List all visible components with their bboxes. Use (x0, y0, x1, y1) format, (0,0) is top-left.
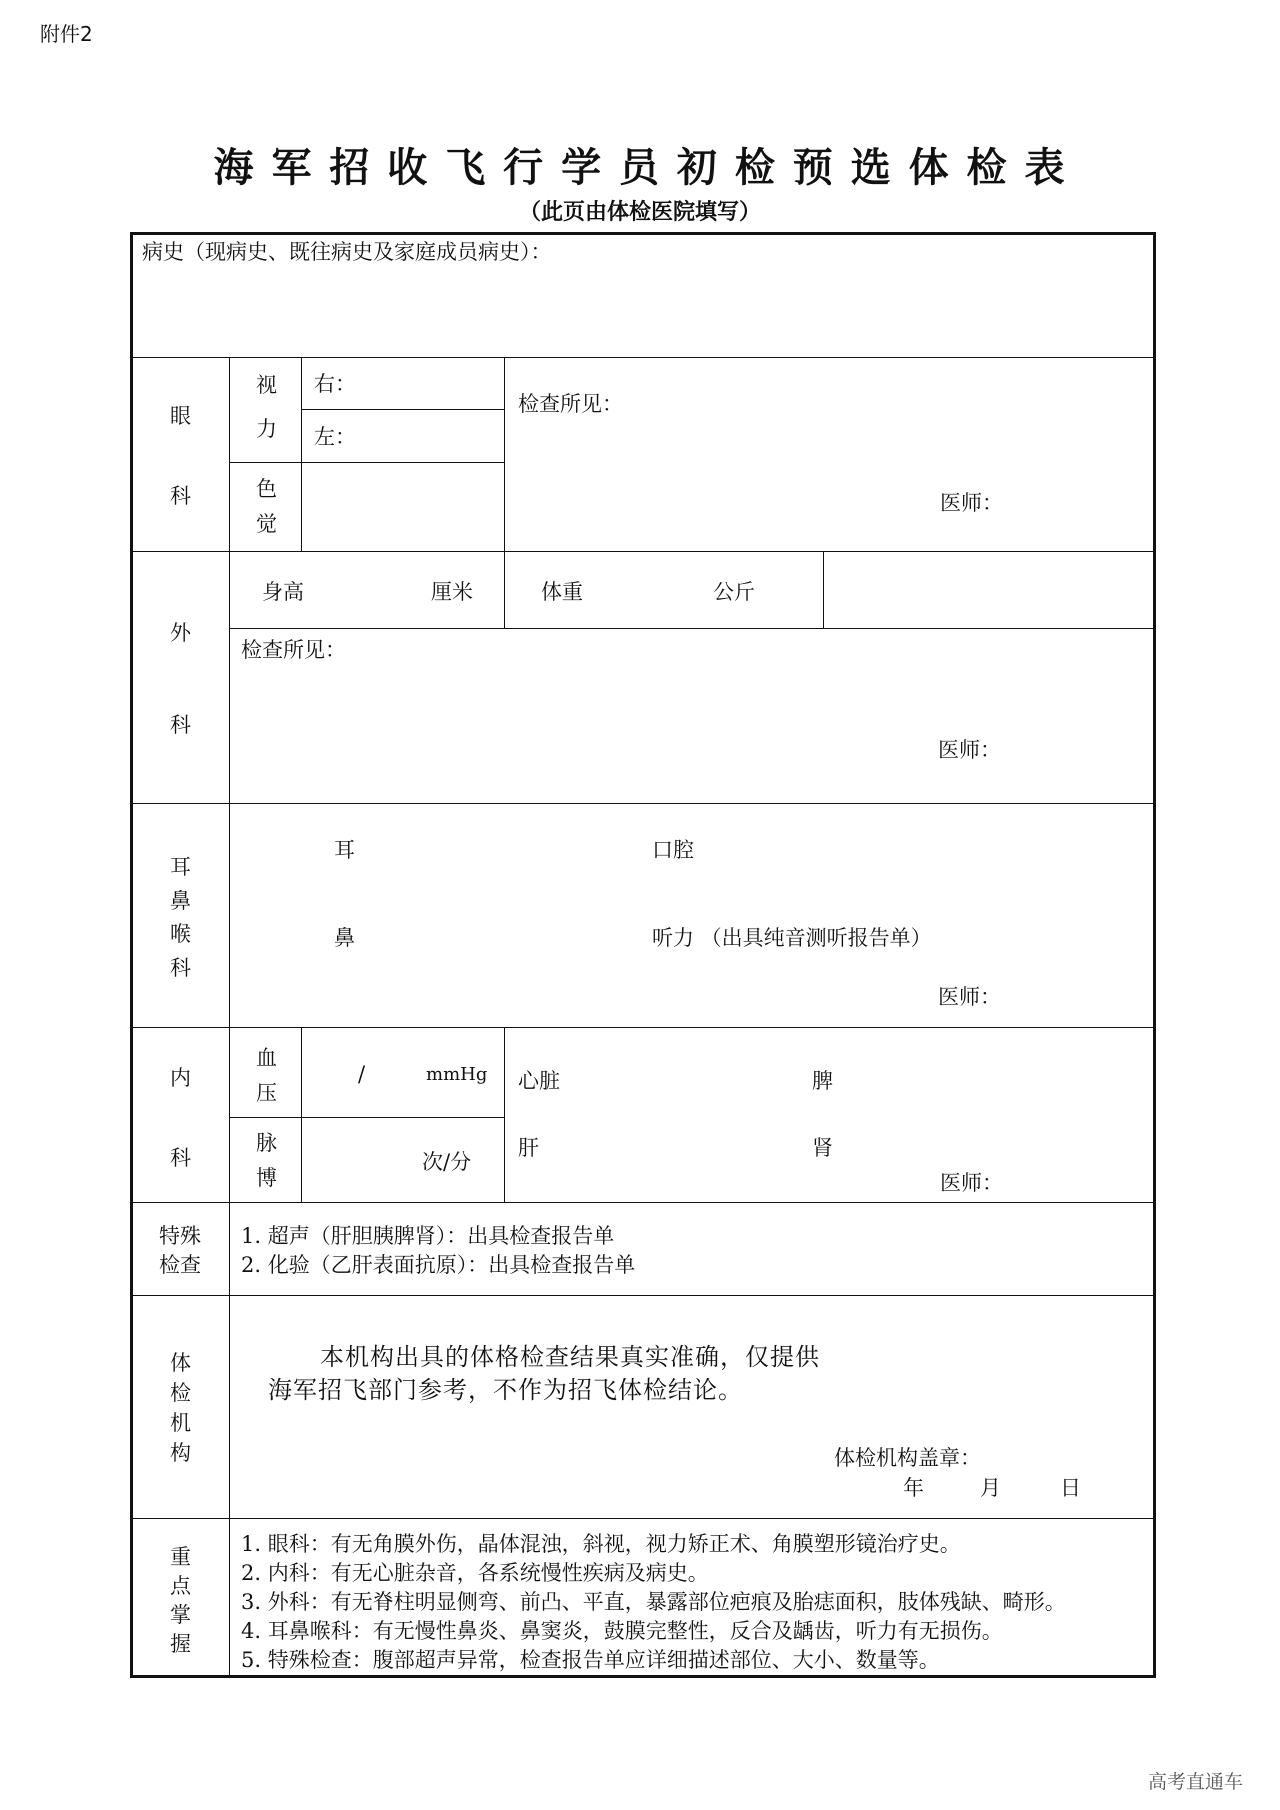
divider (229, 357, 230, 1677)
key-point-item: 4. 耳鼻喉科：有无慢性鼻炎、鼻窦炎，鼓膜完整性，反合及龋齿，听力有无损伤。 (241, 1619, 1003, 1643)
divider (229, 1117, 504, 1118)
bp-label-2: 压 (256, 1081, 277, 1105)
surgery-section-label-2: 科 (170, 713, 191, 737)
vision-right-label: 右： (314, 372, 356, 396)
eye-findings-field[interactable] (510, 420, 1150, 480)
bp-slash: / (358, 1062, 366, 1086)
divider (504, 357, 505, 551)
height-field[interactable] (312, 568, 426, 612)
eye-section-label-1: 眼 (170, 404, 191, 428)
internal-doctor-label: 医师： (940, 1171, 1003, 1195)
hearing-label: 听力 （出具纯音测听报告单） (652, 926, 932, 950)
seal-label: 体检机构盖章： (834, 1446, 981, 1470)
medical-history-field[interactable] (140, 270, 1146, 352)
special-item: 2. 化验（乙肝表面抗原）：出具检查报告单 (241, 1253, 636, 1277)
divider (301, 409, 504, 410)
vision-left-label: 左： (314, 425, 356, 449)
divider (301, 1027, 302, 1202)
height-unit: 厘米 (431, 580, 473, 604)
internal-section-label-1: 内 (170, 1066, 191, 1090)
ent-section-label-1: 耳 (170, 855, 191, 879)
bp-unit: mmHg (426, 1064, 488, 1085)
divider (130, 357, 1156, 358)
attachment-label: 附件2 (40, 22, 93, 46)
institution-statement: 本机构出具的体格检查结果真实准确，仅提供 (320, 1343, 820, 1371)
bp-diastolic-field[interactable] (372, 1050, 422, 1094)
eye-findings-label: 检查所见： (518, 392, 623, 416)
weight-unit: 公斤 (713, 580, 755, 604)
key-points-label-4: 握 (170, 1632, 191, 1656)
institution-label-4: 构 (170, 1441, 191, 1465)
pulse-unit: 次/分 (422, 1150, 472, 1174)
bp-systolic-field[interactable] (308, 1050, 354, 1094)
special-item: 1. 超声（肝胆胰脾肾）：出具检查报告单 (241, 1224, 615, 1248)
day-label: 日 (1060, 1476, 1081, 1500)
nose-label: 鼻 (334, 926, 355, 950)
nose-field[interactable] (362, 914, 642, 958)
special-label-1: 特殊 (159, 1224, 201, 1248)
ent-doctor-label: 医师： (938, 985, 1001, 1009)
institution-label-1: 体 (170, 1351, 191, 1375)
key-point-item: 2. 内科：有无心脏杂音，各系统慢性疾病及病史。 (241, 1561, 709, 1585)
surgery-section-label-1: 外 (170, 621, 191, 645)
key-point-item: 3. 外科：有无脊柱明显侧弯、前凸、平直，暴露部位疤痕及胎痣面积，肢体残缺、畸形。 (241, 1590, 1066, 1614)
key-point-item: 5. 特殊检查：腹部超声异常，检查报告单应详细描述部位、大小、数量等。 (241, 1648, 940, 1672)
kidney-field[interactable] (840, 1124, 930, 1168)
institution-label-3: 机 (170, 1411, 191, 1435)
key-points-label-3: 掌 (170, 1603, 191, 1627)
spleen-label: 脾 (812, 1069, 833, 1093)
divider (130, 551, 1156, 552)
page-title: 海 军 招 收 飞 行 学 员 初 检 预 选 体 检 表 (213, 144, 1067, 191)
vision-label-2: 力 (256, 417, 277, 441)
divider (229, 462, 504, 463)
divider (504, 1027, 505, 1202)
divider (229, 628, 1156, 629)
surgery-findings-label: 检查所见： (241, 638, 346, 662)
ear-label: 耳 (334, 838, 355, 862)
internal-section-label-2: 科 (170, 1146, 191, 1170)
pulse-field[interactable] (308, 1136, 418, 1180)
ear-field[interactable] (362, 826, 642, 870)
month-label: 月 (980, 1476, 1001, 1500)
divider (130, 803, 1156, 804)
institution-statement: 海军招飞部门参考，不作为招飞体检结论。 (268, 1376, 743, 1404)
heart-label: 心脏 (518, 1069, 560, 1093)
pulse-label-1: 脉 (256, 1131, 277, 1155)
vision-right-field[interactable] (360, 362, 500, 406)
year-label: 年 (903, 1476, 924, 1500)
surgery-extra-field[interactable] (828, 556, 1150, 624)
ent-section-label-4: 科 (170, 956, 191, 980)
surgery-doctor-label: 医师： (938, 738, 1001, 762)
bp-label-1: 血 (256, 1046, 277, 1070)
divider (130, 1295, 1156, 1296)
ent-section-label-2: 鼻 (170, 889, 191, 913)
weight-label: 体重 (541, 580, 583, 604)
vision-label-1: 视 (256, 373, 277, 397)
spleen-field[interactable] (840, 1057, 1140, 1101)
key-points-label-2: 点 (170, 1574, 191, 1598)
ent-section-label-3: 喉 (170, 922, 191, 946)
eye-doctor-label: 医师： (940, 491, 1003, 515)
pulse-label-2: 博 (256, 1166, 277, 1190)
divider (823, 551, 824, 628)
liver-field[interactable] (546, 1124, 806, 1168)
liver-label: 肝 (518, 1136, 539, 1160)
mouth-label: 口腔 (652, 838, 694, 862)
color-vision-label-2: 觉 (256, 512, 277, 536)
special-label-2: 检查 (159, 1253, 201, 1277)
footer-watermark: 高考直通车 (1148, 1771, 1244, 1793)
kidney-label: 肾 (812, 1136, 833, 1160)
page-subtitle: （此页由体检医院填写） (518, 200, 761, 225)
divider (504, 551, 505, 628)
divider (130, 1518, 1156, 1519)
color-vision-field[interactable] (306, 467, 500, 547)
vision-left-field[interactable] (360, 414, 500, 458)
weight-field[interactable] (590, 568, 706, 612)
key-points-label-1: 重 (170, 1545, 191, 1569)
color-vision-label-1: 色 (256, 477, 277, 501)
seal-area[interactable] (980, 1436, 1140, 1476)
eye-section-label-2: 科 (170, 484, 191, 508)
divider (130, 1202, 1156, 1203)
medical-history-label: 病史（现病史、既往病史及家庭成员病史）： (142, 240, 552, 264)
divider (130, 1027, 1156, 1028)
height-label: 身高 (262, 580, 304, 604)
institution-label-2: 检 (170, 1381, 191, 1405)
heart-field[interactable] (566, 1057, 806, 1101)
surgery-findings-field[interactable] (236, 664, 1150, 724)
key-point-item: 1. 眼科：有无角膜外伤，晶体混浊，斜视，视力矫正术、角膜塑形镜治疗史。 (241, 1532, 961, 1556)
divider (301, 357, 302, 551)
mouth-field[interactable] (700, 826, 1140, 870)
